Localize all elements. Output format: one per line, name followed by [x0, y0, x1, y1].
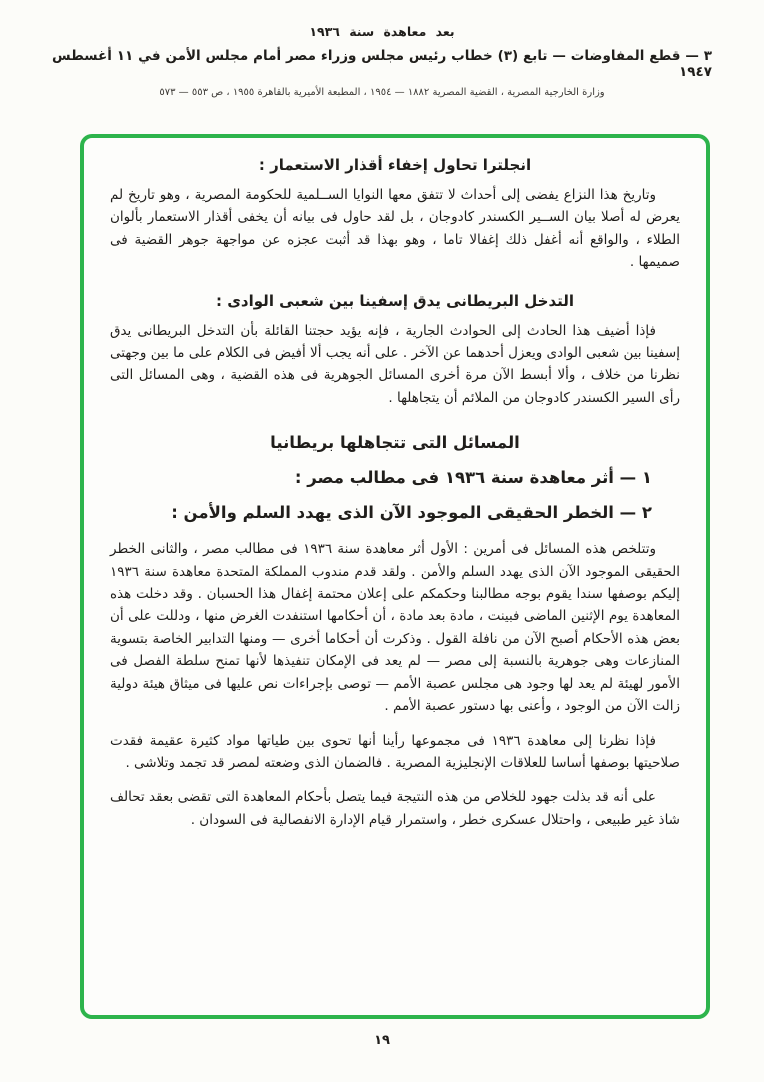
page-number: ١٩ — [374, 1033, 390, 1048]
numbered-item-1: ١ — أثر معاهدة سنة ١٩٣٦ فى مطالب مصر : — [294, 468, 652, 488]
paragraph-5: على أنه قد بذلت جهود للخلاص من هذه النتيجة فيما يتصل بأحكام المعاهدة التى تقضى بعقد تحالف شاذ غير طبيعى ، واحتلال عسكرى خطر ، واستمرار قيام الإدارة الانفصالية فى السودان . — [110, 789, 680, 828]
section-heading-ignored-issues: المسائل التى تتجاهلها بريطانيا — [270, 433, 520, 453]
paragraph-3: وتتلخص هذه المسائل فى أمرين : الأول أثر معاهدة سنة ١٩٣٦ فى مطالب مصر ، والثانى الخطر الحقيقى الموجود الآن الذى يهدد السلم والأمن . ولقد قدم مندوب المملكة المتحدة معاهدة سنة ١٩٣٦ إليكم بوصفها سندا يقوم بوجه مطالبنا وحكمكم على إعلان محتمة إغفال هذا الحسبان . وقد دخلت هذه المعاهدة يوم الإثنين الماضى فبينت ، مادة بعد مادة ، أن أحكامها استنفدت الغرض منها ، ودللت على أن بعض هذه الأحكام أصبح الآن من نافلة القول . وذكرت أن أحكاما أخرى — ومنها التدابير الخاصة بتسوية المنازعات وهى جوهرية بالنسبة إلى مصر — لم يعد فى الإمكان تنفيذها لأنها تمنح سلطة الفصل فى الأمور لهيئة لم يعد لها وجود هى مجلس عصبة الأمم — توصى بإجراءات نص عليها فى ميثاق هيئة دولية زالت الآن من الوجود ، وأعنى بها دستور عصبة الأمم . — [110, 541, 680, 715]
paragraph-4: فإذا نظرنا إلى معاهدة ١٩٣٦ فى مجموعها رأينا أنها تحوى بين طياتها مواد كثيرة عقيمة فقدت صلاحيتها بوصفها أساسا للعلاقات الإنجليزية المصرية . فالضمان الذى وضعته لمصر قد تجمد وتلاشى . — [110, 732, 680, 771]
highlight-frame — [80, 134, 710, 1019]
numbered-item-2: ٢ — الخطر الحقيقى الموجود الآن الذى يهدد السلم والأمن : — [171, 503, 652, 523]
paragraph-1: وتاريخ هذا النزاع يفضى إلى أحداث لا تتفق معها النوايا الســلمية للحكومة المصرية ، وهو تاريخ لم يعرض له أصلا بيان الســير الكسندر كادوجان ، بل لقد حاول فى بيانه أن يخفى أقذار الاستعمار بألوان الطلاء ، والواقع أنه أغفل ذلك إغفالا تاما ، وهو بهذا قد أثبت عجزه عن مواجهة جوهر القضية فى صميمها . — [110, 187, 680, 271]
section-heading-concealing-colonialism: انجلترا تحاول إخفاء أقذار الاستعمار : — [258, 156, 532, 174]
source-citation: وزارة الخارجية المصرية ، القضية المصرية ١٨٨٢ — ١٩٥٤ ، المطبعة الأميرية بالقاهرة ١٩٥٥ ، ص ٥٥٣ — ٥٧٣ — [159, 87, 605, 98]
section-heading-british-intervention: التدخل البريطانى يدق إسفينا بين شعبى الوادى : — [215, 291, 575, 310]
document-title: ٣ — قطع المفاوضات — تابع (٣) خطاب رئيس مجلس وزراء مصر أمام مجلس الأمن في ١١ أغسطس ١٩٤٧ — [52, 48, 713, 80]
paragraph-2: فإذا أضيف هذا الحادث إلى الحوادث الجارية ، فإنه يؤيد حجتنا القائلة بأن التدخل البريطانى يدق إسفينا بين شعبى الوادى ويعزل أحدهما عن الآخر . على أنه يجب ألا أفيض فى الكلام على ما بين وجهتى نظرنا من خلاف ، وألا أبسط الآن مرة أخرى المسائل الجوهرية فى هذه القضية ، وهى المسائل التى رأى السير الكسندر كادوجان من الملائم أن يتجاهلها . — [110, 322, 680, 406]
running-header: بعد معاهدة سنة ١٩٣٦ — [309, 24, 455, 39]
